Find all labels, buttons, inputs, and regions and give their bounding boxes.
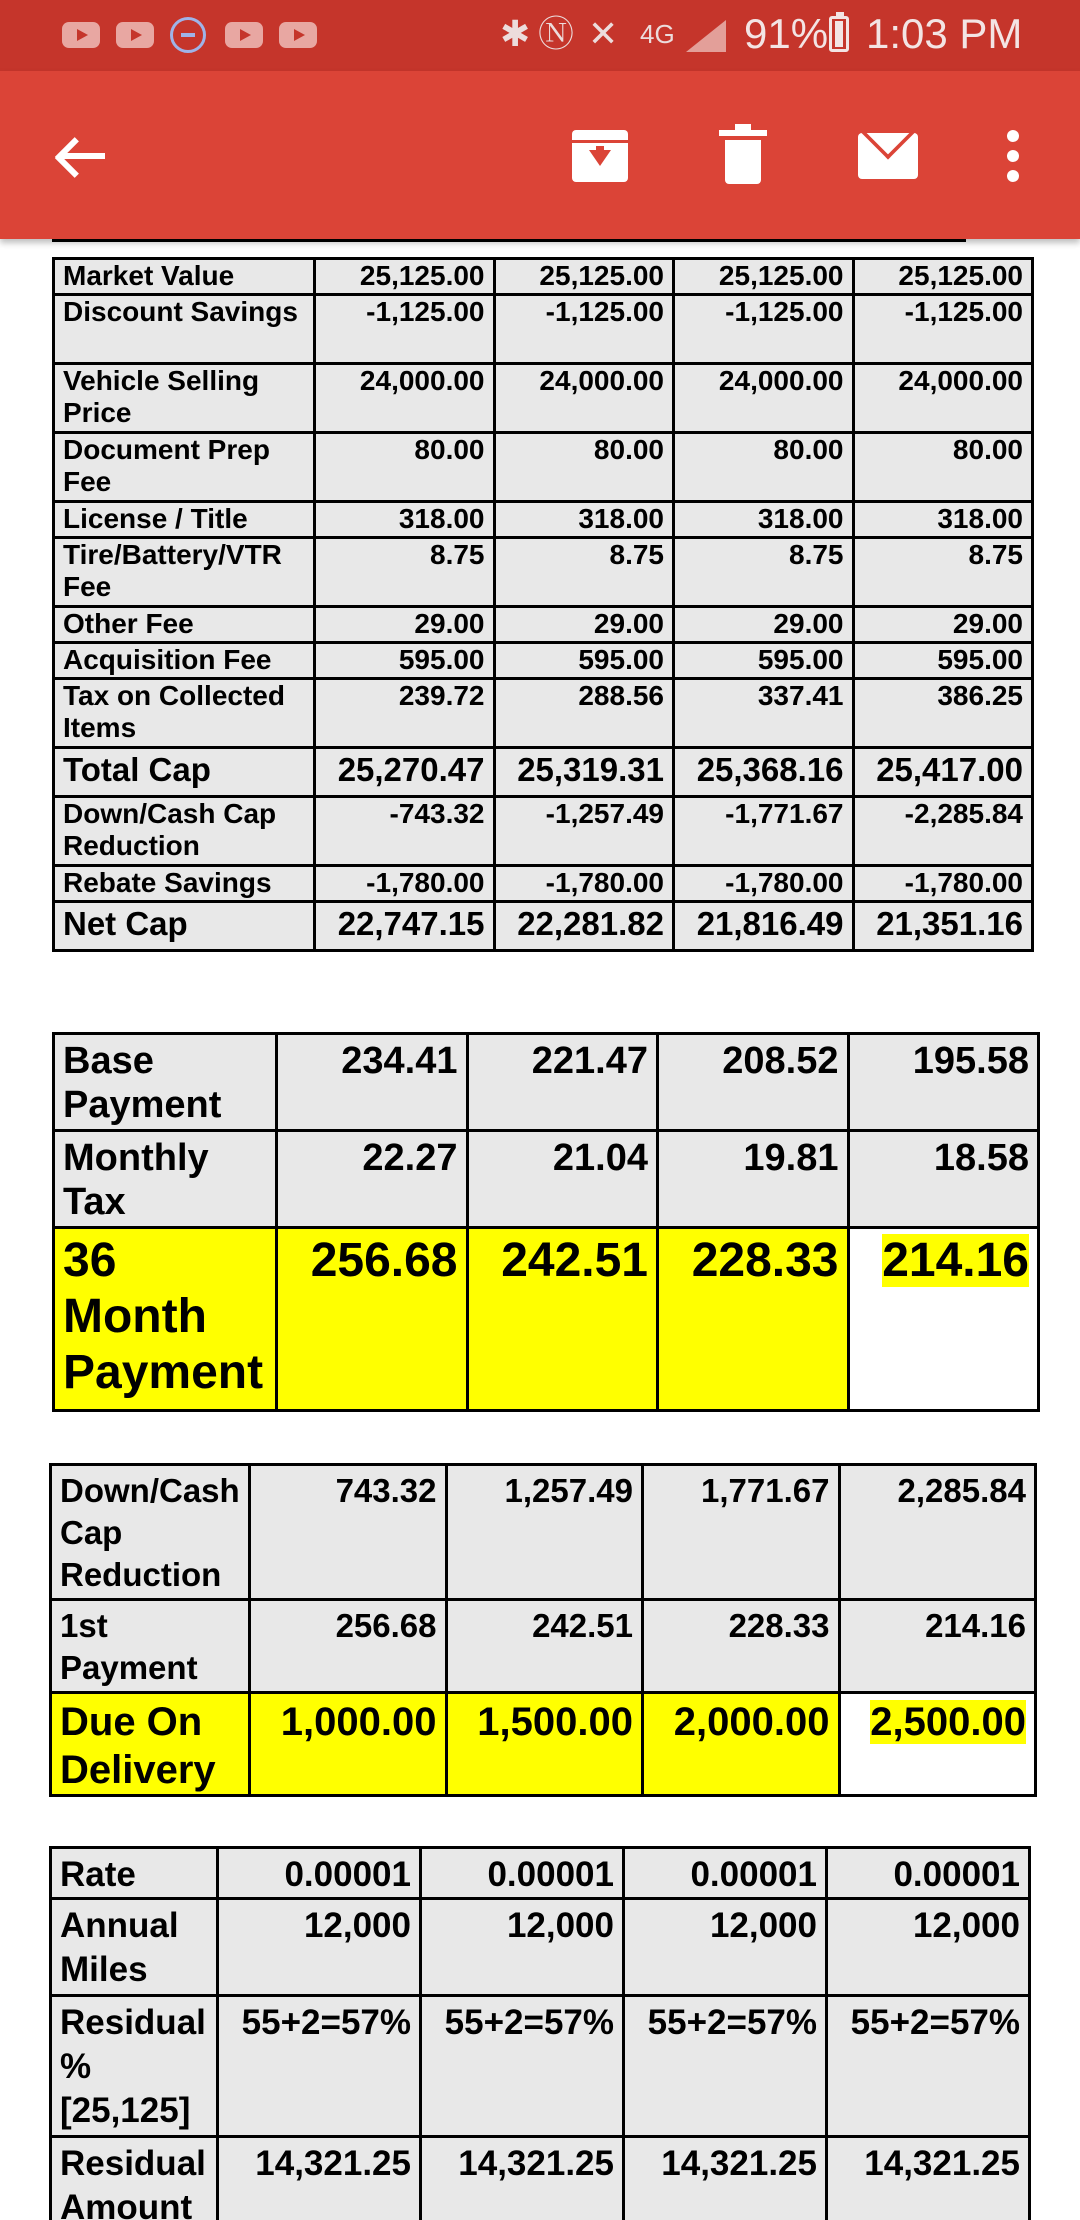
row-label: 1st Payment bbox=[51, 1600, 250, 1693]
cell-value: 25,125.00 bbox=[315, 259, 495, 295]
cell-value: 1,500.00 bbox=[446, 1693, 643, 1796]
cell-value: 228.33 bbox=[658, 1228, 849, 1411]
highlighted-text: 2,500.00 bbox=[870, 1700, 1026, 1744]
highlighted-text: 214.16 bbox=[882, 1234, 1029, 1287]
row-label: Other Fee bbox=[54, 607, 315, 643]
table-row-highlighted bbox=[51, 1693, 1036, 1796]
cell-value: 25,368.16 bbox=[674, 748, 854, 797]
cell-value: 25,270.47 bbox=[315, 748, 495, 797]
cell-value: 318.00 bbox=[674, 502, 854, 538]
row-label: Residual Amount bbox=[51, 2137, 218, 2220]
cell-value: -1,125.00 bbox=[315, 295, 495, 364]
signal-icon bbox=[686, 20, 726, 52]
cell-value: 14,321.25 bbox=[827, 2137, 1030, 2220]
row-label: Market Value bbox=[54, 259, 315, 295]
table-row bbox=[54, 1034, 1039, 1131]
table-row bbox=[54, 364, 1033, 433]
cell-value: 25,125.00 bbox=[674, 259, 854, 295]
cell-value: 242.51 bbox=[467, 1228, 658, 1411]
cell-value: 22,747.15 bbox=[315, 902, 495, 951]
cell-value: 288.56 bbox=[494, 679, 674, 748]
table-row bbox=[51, 1600, 1036, 1693]
cell-value: 21,816.49 bbox=[674, 902, 854, 951]
cell-value: 14,321.25 bbox=[624, 2137, 827, 2220]
cell-value: 8.75 bbox=[674, 538, 854, 607]
4g-lte-icon: 4G bbox=[640, 19, 675, 49]
delete-button[interactable] bbox=[698, 111, 788, 201]
cell-value: -1,125.00 bbox=[853, 295, 1033, 364]
cell-value: 318.00 bbox=[494, 502, 674, 538]
cell-value: 0.00001 bbox=[827, 1848, 1030, 1899]
cell-value: 22.27 bbox=[277, 1131, 468, 1228]
cell-value: 12,000 bbox=[421, 1899, 624, 1996]
cell-value: 318.00 bbox=[315, 502, 495, 538]
cell-value: -1,125.00 bbox=[674, 295, 854, 364]
row-label: Vehicle Selling Price bbox=[54, 364, 315, 433]
table-row bbox=[54, 1131, 1039, 1228]
clock: 1:03 PM bbox=[866, 10, 1023, 57]
table-row bbox=[54, 643, 1033, 679]
cell-value: -1,780.00 bbox=[674, 866, 854, 902]
table-row bbox=[51, 1848, 1030, 1899]
table-row bbox=[51, 1899, 1030, 1996]
battery-percent: 91% bbox=[744, 10, 829, 57]
more-options-button[interactable] bbox=[968, 111, 1058, 201]
cell-value: 80.00 bbox=[853, 433, 1033, 502]
cell-value: 25,125.00 bbox=[853, 259, 1033, 295]
table-row bbox=[54, 433, 1033, 502]
cell-value: 8.75 bbox=[315, 538, 495, 607]
cell-value: 55+2=57% bbox=[218, 1996, 421, 2137]
row-label: Total Cap bbox=[54, 748, 315, 797]
cell-value: 234.41 bbox=[277, 1034, 468, 1131]
table-row bbox=[51, 1465, 1036, 1600]
pokemon-go-icon bbox=[170, 17, 206, 53]
cell-value: 19.81 bbox=[658, 1131, 849, 1228]
cell-value: -743.32 bbox=[315, 797, 495, 866]
back-arrow-icon bbox=[55, 130, 107, 182]
mark-unread-icon bbox=[858, 133, 918, 179]
cell-value: 24,000.00 bbox=[494, 364, 674, 433]
nfc-icon: Ⓝ bbox=[538, 13, 575, 54]
cell-value: 8.75 bbox=[853, 538, 1033, 607]
row-label: Down/Cash Cap Reduction bbox=[54, 797, 315, 866]
cell-value: 29.00 bbox=[853, 607, 1033, 643]
cell-value: 256.68 bbox=[277, 1228, 468, 1411]
row-label: Document Prep Fee bbox=[54, 433, 315, 502]
mute-vibrate-icon: ✕ bbox=[588, 13, 619, 54]
cell-value: 2,000.00 bbox=[643, 1693, 840, 1796]
cell-value: 595.00 bbox=[674, 643, 854, 679]
cell-value: 595.00 bbox=[494, 643, 674, 679]
table-row bbox=[54, 259, 1033, 295]
cell-value: 80.00 bbox=[674, 433, 854, 502]
cell-value: 1,257.49 bbox=[446, 1465, 643, 1600]
row-label: Residual % [25,125] bbox=[51, 1996, 218, 2137]
cell-value: 214.16 bbox=[839, 1600, 1036, 1693]
table-row bbox=[54, 748, 1033, 797]
cell-value: 221.47 bbox=[467, 1034, 658, 1131]
table-row bbox=[54, 902, 1033, 951]
row-label: Base Payment bbox=[54, 1034, 277, 1131]
table-row bbox=[54, 295, 1033, 364]
youtube-icon bbox=[225, 22, 263, 48]
cell-value bbox=[848, 1228, 1039, 1411]
table-row bbox=[54, 607, 1033, 643]
row-label: Tire/Battery/VTR Fee bbox=[54, 538, 315, 607]
table-border-fragment bbox=[52, 239, 966, 242]
cell-value: 22,281.82 bbox=[494, 902, 674, 951]
table-row bbox=[51, 1996, 1030, 2137]
cell-value: 595.00 bbox=[315, 643, 495, 679]
row-label: Net Cap bbox=[54, 902, 315, 951]
cell-value: 80.00 bbox=[494, 433, 674, 502]
cell-value: 595.00 bbox=[853, 643, 1033, 679]
cell-value: 2,285.84 bbox=[839, 1465, 1036, 1600]
cell-value: 25,125.00 bbox=[494, 259, 674, 295]
row-label: Monthly Tax bbox=[54, 1131, 277, 1228]
cell-value: 208.52 bbox=[658, 1034, 849, 1131]
row-label: Discount Savings bbox=[54, 295, 315, 364]
email-body[interactable] bbox=[0, 239, 1080, 2220]
more-vert-icon bbox=[1007, 130, 1019, 182]
row-label: License / Title bbox=[54, 502, 315, 538]
row-label: Due On Delivery bbox=[51, 1693, 250, 1796]
delete-icon bbox=[723, 128, 763, 184]
row-label: 36 Month Payment bbox=[54, 1228, 277, 1411]
row-label: Annual Miles bbox=[51, 1899, 218, 1996]
cell-value: 242.51 bbox=[446, 1600, 643, 1693]
cell-value: -2,285.84 bbox=[853, 797, 1033, 866]
cell-value: 55+2=57% bbox=[421, 1996, 624, 2137]
cell-value: 25,319.31 bbox=[494, 748, 674, 797]
cell-value: -1,771.67 bbox=[674, 797, 854, 866]
table-row bbox=[54, 866, 1033, 902]
app-bar bbox=[0, 71, 1080, 239]
cell-value: 12,000 bbox=[218, 1899, 421, 1996]
cell-value: 743.32 bbox=[250, 1465, 447, 1600]
cell-value bbox=[839, 1693, 1036, 1796]
cell-value: 195.58 bbox=[848, 1034, 1039, 1131]
cell-value: 24,000.00 bbox=[315, 364, 495, 433]
row-label: Tax on Collected Items bbox=[54, 679, 315, 748]
table-row bbox=[54, 502, 1033, 538]
cell-value: -1,780.00 bbox=[494, 866, 674, 902]
archive-icon bbox=[572, 130, 628, 182]
mark-unread-button[interactable] bbox=[843, 111, 933, 201]
cell-value: 25,417.00 bbox=[853, 748, 1033, 797]
cell-value: 12,000 bbox=[827, 1899, 1030, 1996]
row-label: Rebate Savings bbox=[54, 866, 315, 902]
cell-value: 256.68 bbox=[250, 1600, 447, 1693]
table-row bbox=[54, 679, 1033, 748]
cell-value: 228.33 bbox=[643, 1600, 840, 1693]
cell-value: 1,771.67 bbox=[643, 1465, 840, 1600]
battery-icon bbox=[829, 16, 849, 52]
lease-terms-table bbox=[49, 1846, 1031, 2220]
back-button[interactable] bbox=[36, 111, 126, 201]
cell-value: 55+2=57% bbox=[624, 1996, 827, 2137]
row-label: Rate bbox=[51, 1848, 218, 1899]
youtube-icon bbox=[279, 22, 317, 48]
cell-value: 14,321.25 bbox=[218, 2137, 421, 2220]
cell-value: 12,000 bbox=[624, 1899, 827, 1996]
cell-value: -1,257.49 bbox=[494, 797, 674, 866]
cell-value: 29.00 bbox=[315, 607, 495, 643]
cell-value: 80.00 bbox=[315, 433, 495, 502]
bluetooth-icon: ✱ bbox=[500, 13, 531, 54]
table-row bbox=[51, 2137, 1030, 2220]
table-row bbox=[54, 797, 1033, 866]
cell-value: 337.41 bbox=[674, 679, 854, 748]
cell-value: -1,125.00 bbox=[494, 295, 674, 364]
cell-value: 18.58 bbox=[848, 1131, 1039, 1228]
table-row bbox=[54, 538, 1033, 607]
cell-value: -1,780.00 bbox=[853, 866, 1033, 902]
cell-value: 0.00001 bbox=[421, 1848, 624, 1899]
payment-table bbox=[52, 1032, 1040, 1412]
cell-value: 0.00001 bbox=[624, 1848, 827, 1899]
row-label: Acquisition Fee bbox=[54, 643, 315, 679]
table-row-highlighted bbox=[54, 1228, 1039, 1411]
cell-value: 239.72 bbox=[315, 679, 495, 748]
cell-value: 8.75 bbox=[494, 538, 674, 607]
cell-value: 0.00001 bbox=[218, 1848, 421, 1899]
status-bar bbox=[0, 0, 1080, 71]
cell-value: 1,000.00 bbox=[250, 1693, 447, 1796]
cell-value: -1,780.00 bbox=[315, 866, 495, 902]
youtube-icon bbox=[116, 22, 154, 48]
archive-button[interactable] bbox=[555, 111, 645, 201]
cell-value: 29.00 bbox=[494, 607, 674, 643]
cell-value: 55+2=57% bbox=[827, 1996, 1030, 2137]
cell-value: 24,000.00 bbox=[853, 364, 1033, 433]
cell-value: 21,351.16 bbox=[853, 902, 1033, 951]
cell-value: 386.25 bbox=[853, 679, 1033, 748]
delivery-table bbox=[49, 1463, 1037, 1797]
cell-value: 14,321.25 bbox=[421, 2137, 624, 2220]
cell-value: 318.00 bbox=[853, 502, 1033, 538]
cell-value: 29.00 bbox=[674, 607, 854, 643]
row-label: Down/Cash Cap Reduction bbox=[51, 1465, 250, 1600]
youtube-icon bbox=[62, 22, 100, 48]
cap-cost-table bbox=[52, 257, 1034, 952]
cell-value: 21.04 bbox=[467, 1131, 658, 1228]
cell-value: 24,000.00 bbox=[674, 364, 854, 433]
